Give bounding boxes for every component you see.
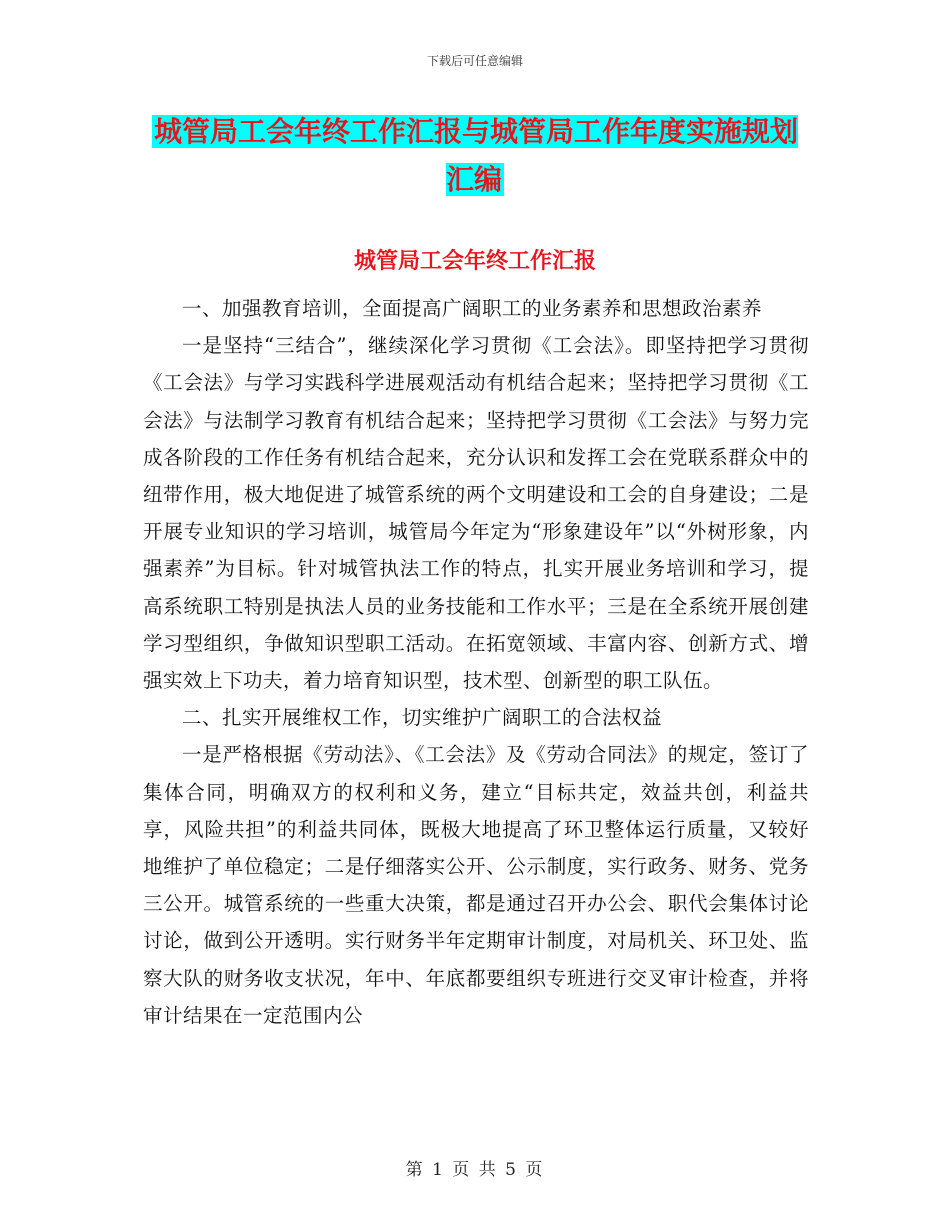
header-note: 下载后可任意编辑 bbox=[426, 54, 523, 68]
page-footer: 第 1 页 共 5 页 bbox=[405, 1160, 545, 1180]
paragraph: 一是坚持“三结合”，继续深化学习贯彻《工会法》。即坚持把学习贯彻《工会法》与学习实践科学进展观活动有机结合起来；坚持把学习贯彻《工会法》与法制学习教育有机结合起来；坚持把学习贯彻《工会法》与努力完成各阶段的工作任务有机结合起来，充分认识和发挥工会在党联系群众中的纽带作用，极大地促进了城管系统的两个文明建设和工会的自身建设；二是开展专业知识的学习培训，城管局今年定为“形象建设年”以“外树形象，内强素养”为目标。针对城管执法工作的特点，扎实开展业务培训和学习，提高系统职工特别是执法人员的业务技能和工作水平；三是在全系统开展创建学习型组织，争做知识型职工活动。在拓宽领域、丰富内容、创新方式、增强实效上下功夫，着力培育知识型，技术型、创新型的职工队伍。 bbox=[143, 334, 809, 693]
paragraph-heading-2: 二、扎实开展维权工作，切实维护广阔职工的合法权益 bbox=[182, 706, 663, 730]
document-title bbox=[140, 108, 810, 204]
paragraph: 一是严格根据《劳动法》、《工会法》及《劳动合同法》的规定，签订了集体合同，明确双方的权利和义务，建立“目标共定，效益共创，利益共享，风险共担”的利益共同体，既极大地提高了环卫整体运行质量，又较好地维护了单位稳定；二是仔细落实公开、公示制度，实行政务、财务、党务三公开。城管系统的一些重大决策，都是通过召开办公会、职代会集体讨论讨论，做到公开透明。实行财务半年定期审计制度，对局机关、环卫处、监察大队的财务收支状况，年中、年底都要组织专班进行交叉审计检查，并将审计结果在一定范围内公 bbox=[143, 743, 809, 1027]
section-title: 城管局工会年终工作汇报 bbox=[353, 249, 596, 274]
document-title-text: 城管局工会年终工作汇报与城管局工作年度实施规划汇编 bbox=[153, 115, 798, 196]
document-body bbox=[143, 290, 809, 1034]
paragraph-heading-1: 一、加强教育培训，全面提高广阔职工的业务素养和思想政治素养 bbox=[182, 297, 763, 320]
